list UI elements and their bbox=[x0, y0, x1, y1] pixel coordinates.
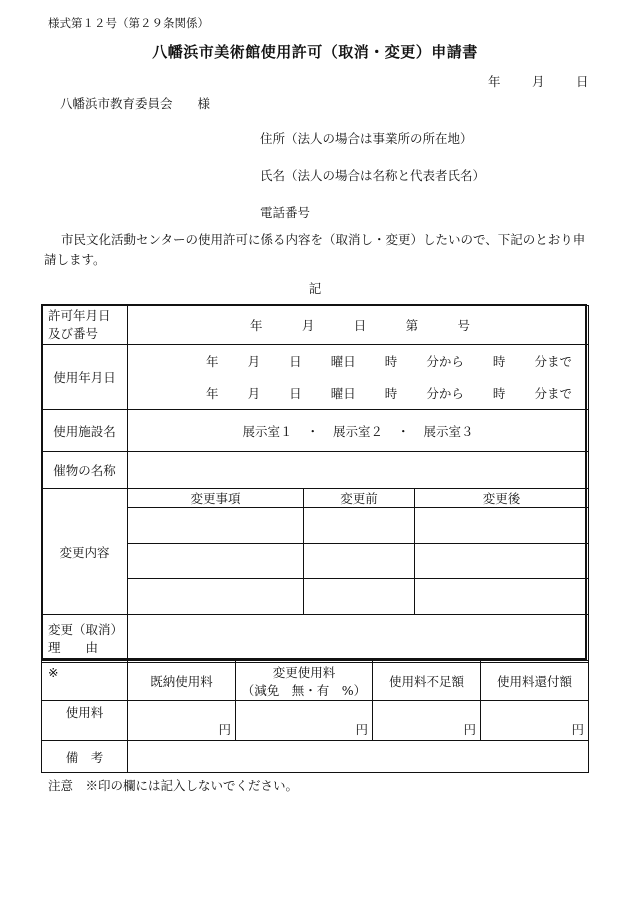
use-date-line-1: 年 月 日 曜日 時 分から 時 分まで bbox=[206, 354, 572, 369]
fee-header-changed bbox=[236, 661, 373, 701]
facility-option-2[interactable]: 展示室２ bbox=[333, 423, 384, 439]
application-table bbox=[41, 305, 589, 663]
change-before-field[interactable] bbox=[304, 579, 415, 615]
footer-note: 注意 ※印の欄には記入しないでください。 bbox=[48, 778, 299, 793]
facility-option-3[interactable]: 展示室３ bbox=[423, 423, 474, 439]
change-after-field[interactable] bbox=[415, 508, 589, 544]
change-after-field[interactable] bbox=[415, 544, 589, 579]
permit-year: 年 bbox=[250, 318, 263, 333]
change-item-field[interactable] bbox=[128, 579, 304, 615]
fee-paid-field[interactable]: 円 bbox=[128, 701, 236, 741]
permit-label-line1: 許可年月日 bbox=[48, 308, 111, 323]
permit-label bbox=[42, 306, 128, 345]
change-before-field[interactable] bbox=[304, 508, 415, 544]
change-after-field[interactable] bbox=[415, 579, 589, 615]
applicant-name-label: 氏名（法人の場合は名称と代表者氏名） bbox=[260, 168, 486, 183]
change-header-item: 変更事項 bbox=[128, 489, 304, 508]
change-item-field[interactable] bbox=[128, 544, 304, 579]
fee-header-shortage: 使用料不足額 bbox=[373, 661, 481, 701]
fee-header-changed-line2: （減免 無・有 %） bbox=[241, 682, 367, 698]
fee-header-refund: 使用料還付額 bbox=[481, 661, 589, 701]
permit-label-line2: 及び番号 bbox=[48, 326, 99, 341]
fee-refund-field[interactable]: 円 bbox=[481, 701, 589, 741]
event-label: 催物の名称 bbox=[42, 452, 128, 489]
reason-label-line1: 変更（取消） bbox=[48, 621, 124, 637]
fee-shortage-field[interactable]: 円 bbox=[373, 701, 481, 741]
remarks-field[interactable] bbox=[128, 741, 589, 773]
change-label: 変更内容 bbox=[42, 489, 128, 615]
facility-choice-field[interactable]: 展示室１ ・ 展示室２ ・ 展示室３ bbox=[128, 410, 589, 452]
ki-heading: 記 bbox=[308, 281, 322, 296]
fee-changed-field[interactable]: 円 bbox=[236, 701, 373, 741]
date-month: 月 bbox=[532, 74, 545, 89]
remarks-label: 備 考 bbox=[42, 741, 128, 773]
fee-header-paid: 既納使用料 bbox=[128, 661, 236, 701]
addressee: 八幡浜市教育委員会 様 bbox=[60, 96, 211, 111]
form-number: 様式第１２号（第２９条関係） bbox=[48, 16, 209, 30]
date-year: 年 bbox=[488, 74, 501, 89]
event-name-field[interactable] bbox=[128, 452, 589, 489]
applicant-address-label: 住所（法人の場合は事業所の所在地） bbox=[260, 131, 473, 146]
permit-month: 月 bbox=[301, 318, 315, 333]
use-date-line-2: 年 月 日 曜日 時 分から 時 分まで bbox=[206, 386, 572, 401]
permit-day: 日 bbox=[353, 318, 367, 333]
intro-text: 市民文化活動センターの使用許可に係る内容を（取消し・変更）したいので、下記のとおり申請します。 bbox=[44, 232, 586, 267]
change-item-field[interactable] bbox=[128, 508, 304, 544]
facility-label: 使用施設名 bbox=[42, 410, 128, 452]
use-date-label: 使用年月日 bbox=[42, 345, 128, 410]
permit-no-suffix: 号 bbox=[457, 318, 471, 333]
facility-option-1[interactable]: 展示室１ bbox=[242, 423, 293, 439]
change-before-field[interactable] bbox=[304, 544, 415, 579]
fee-label: 使用料 bbox=[42, 701, 128, 741]
fee-table bbox=[41, 660, 589, 773]
date-day: 日 bbox=[576, 74, 589, 89]
reason-field[interactable] bbox=[128, 615, 589, 663]
permit-value-field[interactable] bbox=[128, 306, 589, 345]
office-use-mark: ※ bbox=[42, 661, 128, 701]
fee-header-changed-line1: 変更使用料 bbox=[272, 664, 336, 680]
permit-no-prefix: 第 bbox=[405, 318, 419, 333]
application-date bbox=[488, 72, 589, 90]
change-header-after: 変更後 bbox=[415, 489, 589, 508]
change-header-before: 変更前 bbox=[304, 489, 415, 508]
applicant-phone-label: 電話番号 bbox=[260, 205, 311, 220]
reason-label-line2: 理 由 bbox=[48, 639, 99, 655]
page-title: 八幡浜市美術館使用許可（取消・変更）申請書 bbox=[152, 43, 478, 61]
use-date-field[interactable] bbox=[128, 345, 589, 410]
reason-label bbox=[42, 615, 128, 663]
